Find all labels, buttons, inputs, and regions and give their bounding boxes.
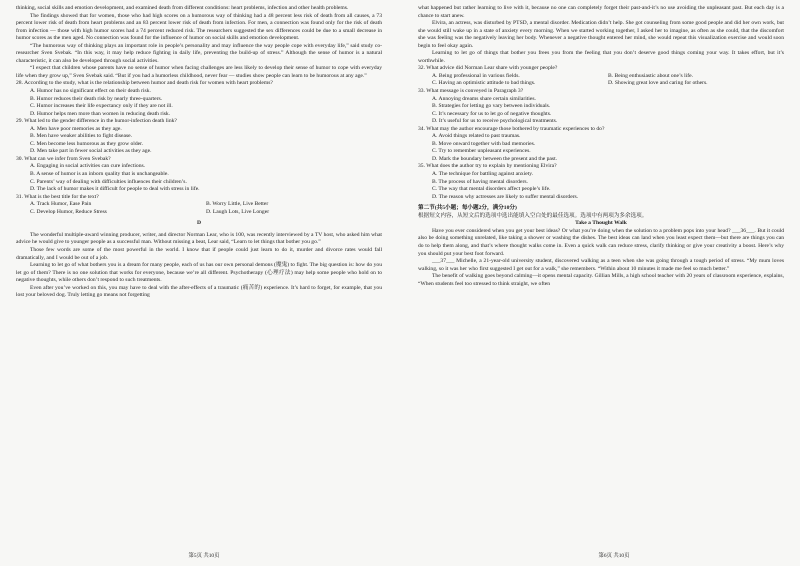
option: B. Men have weaker abilities to fight disease.	[30, 133, 133, 140]
option: A. Being professional in various fields.	[432, 72, 520, 79]
option: C. Try to remember unpleasant experiences.	[432, 148, 531, 155]
option: D. The lack of humor makes it difficult for people to deal with stress in life.	[30, 186, 200, 193]
option: A. Avoid things related to past traumas.	[432, 133, 521, 140]
option: A. Track Humor, Ease Pain	[30, 201, 92, 208]
right-page	[418, 5, 784, 288]
option: B. The process of having mental disorders.	[432, 178, 528, 185]
option: B. Worry Little, Live Better	[206, 201, 269, 208]
option: B. Being enthusiastic about one’s life.	[608, 72, 693, 79]
option: D. Humor helps men more than women in reducing death risk.	[30, 110, 171, 117]
passage-title: Take a Thought Walk	[575, 220, 627, 227]
option: B. A sense of humor is an inborn quality that is unchangeable.	[30, 171, 169, 178]
question-35: 35. What does the author try to explain by mentioning Elvira?	[418, 163, 557, 170]
question-30: 30. What can we infer from Sven Svebak?	[16, 155, 111, 162]
options-grid	[418, 73, 784, 88]
option: D. Men take part in fewer social activities as they age.	[30, 148, 152, 155]
paragraph: thinking, social skills and emotion development, and examined death from different conditions: heart problems, infection and other health problems.	[16, 5, 349, 11]
paragraph: “I expect that children whose parents have no sense of humor when facing challenges are less likely to develop their sense of humor to cope with everyday life when they grow up,” Sven Svebak said. “But if you had a humorless childhood, never fear — studies show people can learn to be humorous at any age.”	[16, 65, 382, 79]
section-heading: D	[196, 220, 202, 227]
question-31: 31. What is the best title for the text?	[16, 193, 99, 200]
paragraph: Those few words are some of the most powerful in the world. I know that if people could just learn to do it, murder and divorce rates would fall dramatically, and I would be out of a job.	[16, 246, 382, 261]
option: B. Move onward together with bad memories.	[432, 140, 536, 147]
paragraph: Even after you’ve worked on this, you may have to deal with the after-effects of a traumatic (痛苦的) experience. It’s hard to forget, for example, that you lost your beloved dog. Truly letting go means not forgetting	[16, 284, 382, 299]
option: C. It’s necessary for us to let go of negative thoughts.	[432, 110, 552, 117]
option: D. The reason why actresses are likely to suffer mental disorders.	[432, 193, 579, 200]
option: D. It’s useful for us to receive psychological treatments.	[432, 118, 558, 125]
option: A. The technique for battling against anxiety.	[432, 171, 534, 178]
section-instructions: 根据短文内容，从短文后的选项中选出能填入空白处的最佳选项。选项中有两项为多余选项。	[418, 212, 648, 219]
option: D. Laugh Lots, Live Longer	[206, 208, 270, 215]
page-footer: 第5页 共10页	[188, 553, 220, 559]
paragraph: Learning to let go of things that bother you frees you from the feeling that you don’t deserve good things coming your way. It takes effort, but it’s worthwhile.	[418, 50, 784, 64]
question-32: 32. What advice did Norman Lear share with younger people?	[418, 65, 558, 72]
left-page	[16, 5, 382, 300]
question-33: 33. What message is conveyed in Paragraph 3?	[418, 88, 524, 95]
question-29: 29. What led to the gender difference in the humor-infection death link?	[16, 118, 177, 125]
option: C. Men become less humorous as they grow older.	[30, 140, 144, 147]
option: C. Develop Humor, Reduce Stress	[30, 208, 107, 215]
paragraph: The wonderful multiple-award winning producer, writer, and director Norman Lear, who is 100, was recently interviewed by a TV host, who asked him what advice he would give to younger people as a successful man. Without missing a beat, Lear said, “Learn to let things that bother you go.”	[16, 231, 382, 246]
question-28: 28. According to the study, what is the relationship between humor and death risk for women with heart problems?	[16, 80, 273, 87]
option: D. Mark the boundary between the present and the past.	[432, 155, 558, 162]
option: A. Men have poor memories as they age.	[30, 125, 122, 132]
option: A. Annoying dreams share certain similarities.	[432, 95, 536, 102]
paragraph: ___37___ Michelle, a 21-year-old university student, discovered walking as a teen when she was going through a tough period of stress. “My mum loves walking, so it was her who first suggested I get out for a walk,” she remembers. “Within about 10 minutes it made me feel so much better.”	[418, 258, 784, 272]
option: A. Engaging in social activities can cure infections.	[30, 163, 146, 170]
option: C. Parents’ way of dealing with difficulties influences their children’s.	[30, 178, 187, 185]
option: D. Showing great love and caring for others.	[608, 80, 708, 87]
section-heading: 第二节(共5小题；每小题2分，满分10分)	[418, 205, 517, 212]
option: C. The way that mental disorders affect people’s life.	[432, 186, 551, 193]
page-footer: 第6页 共10页	[598, 553, 630, 559]
paragraph: Learning to let go of what bothers you is a dream for many people, each of us has our own personal demons (魔鬼) to fight. The big question is: how do you let go of them? There is no one solution that works for everyone, because we’re all different. Psychotherapy (心理疗法) may help some people who hold on to negative thoughts, while others don’t respond to such treatments.	[16, 262, 382, 284]
option: B. Humor reduces their death risk by nearly three-quarters.	[30, 95, 163, 102]
paragraph: what happened but rather learning to live with it, because no one can completely forget their past-and-it’s no use avoiding the unpleasant past. But each day is a chance to start anew.	[418, 5, 784, 19]
option: A. Humor has no significant effect on their death risk.	[30, 88, 151, 95]
options-grid	[16, 201, 382, 216]
option: C. Having an optimistic attitude to bad things.	[432, 80, 536, 87]
paragraph: The benefit of walking goes beyond calming—it opens mental capacity. Gillian Mills, a high school teacher with 20 years of classroom experience, explains, “When students feel too stressed to think straight, we often	[418, 273, 784, 287]
paragraph: Elvira, an actress, was disturbed by PTSD, a mental disorder. Medication didn’t help. She got counseling from some good people and did her own work, but she would still wake up in a state of anxiety every morning. When we started working together, I asked her to imagine, as often as she could, that the discomfort she was feeling was the negatively leaving her body. Whenever a negative thought entered her mind, she would repeat this visualization exercise and would soon begin to feel okay again.	[418, 20, 784, 49]
paragraph: “The humorous way of thinking plays an important role in people’s personality and may influence the way people cope with everyday life,” said study co-researcher Sven Svebak. “In this way, it may help reduce fighting in daily life, preventing the build-up of stress.” Although the sense of humor is a natural characteristic, it can also be developed through social activities.	[16, 42, 382, 64]
paragraph: The findings showed that for women, those who had high scores on a humorous way of thinking had a 48 percent less risk of death from all causes, a 73 percent lower risk of death from heart problems and an 83 percent lower risk of death from infection. For men, a connection was found only for the risk of death from infection — those with high humor scores had a 74 percent reduced risk. The researchers suggested the sex differences could be due to a small decrease in humor scores as the men aged. No connection was found for the influence of humor on social skills and emotion development.	[16, 12, 382, 42]
option: C. Humor increases their life expectancy only if they are not ill.	[30, 103, 173, 110]
question-34: 34. What may the author encourage those bothered by traumatic experiences to do?	[418, 125, 605, 132]
option: B. Strategies for letting go vary between individuals.	[432, 103, 551, 110]
paragraph: Have you ever considered when you get your best ideas? Or what you’re doing when the solution to a problem pops into your head? ___36___. But it could also be doing something unrelated, like taking a shower or washing the dishes. The best ideas can land when you least expect them—but there are things you can do to help them along, and that’s where thought walks come in. Even a quick walk can reduce stress, clarify thinking or give your creativity a boost. Here’s why you should put your best foot forward.	[418, 227, 784, 257]
